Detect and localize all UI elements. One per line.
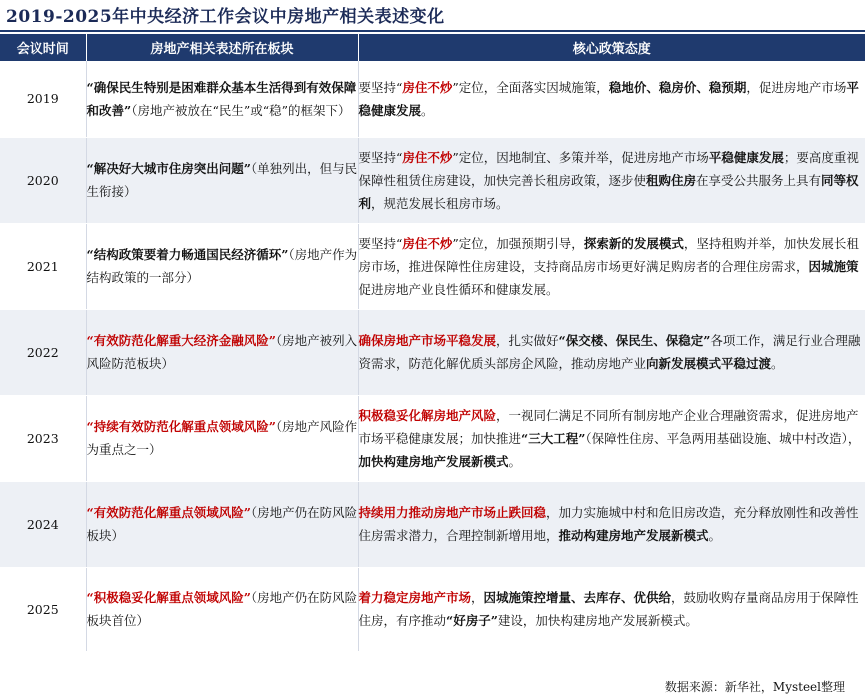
- table-row: [0, 223, 865, 309]
- emphasis-red-text: 确保房地产市场平稳发展: [358, 333, 497, 348]
- text-run: ；要高度重视保障性租赁住房建设，加快完善长租房政策，逐步使: [358, 149, 859, 188]
- meeting-year: 2019: [0, 61, 86, 137]
- text-run: ，加力实施城中村和危旧房改造，充分释放刚性和改善性住房需求潜力，合理控制新增用地，: [358, 505, 859, 543]
- text-run: （房地产被列入风险防范板块）: [86, 333, 358, 371]
- emphasis-bold-text: “保交楼、保民生、保稳定”: [558, 333, 711, 348]
- text-run: （房地产风险作为重点之一）: [86, 419, 358, 457]
- section-statement: [86, 567, 358, 651]
- table-body: [0, 61, 865, 651]
- text-run: ，鼓励收购存量商品房用于保障性住房，有序推动: [358, 590, 859, 628]
- table-header-row: [0, 34, 865, 61]
- policy-attitude: [358, 61, 865, 137]
- meeting-year: 2022: [0, 309, 86, 395]
- emphasis-bold-text: 平稳健康发展: [708, 149, 784, 165]
- emphasis-red-text: 房住不炒: [402, 79, 453, 95]
- meeting-year: 2023: [0, 395, 86, 481]
- emphasis-red-text: 着力稳定房地产市场: [358, 590, 472, 605]
- emphasis-red-text: “有效防范化解重点领域风险”: [86, 505, 251, 520]
- text-run: 要坚持“: [358, 79, 403, 95]
- document-title: 2019-2025年中央经济工作会议中房地产相关表述变化: [6, 7, 445, 27]
- text-run: 。: [708, 528, 722, 543]
- text-run: 。: [508, 453, 522, 469]
- emphasis-bold-text: “结构政策要着力畅通国民经济循环”: [86, 247, 289, 262]
- text-run: ”定位，全面落实因城施策，: [452, 79, 609, 95]
- policy-attitude: [358, 137, 865, 223]
- meeting-year: 2025: [0, 567, 86, 651]
- policy-attitude: [358, 395, 865, 481]
- emphasis-bold-text: 平稳健康发展: [358, 79, 859, 118]
- policy-attitude: [358, 481, 865, 567]
- emphasis-red-text: 房住不炒: [402, 235, 453, 251]
- table-row: [0, 61, 865, 137]
- section-statement: [86, 223, 358, 309]
- section-statement: [86, 395, 358, 481]
- text-run: 要坚持“: [358, 149, 403, 165]
- text-run: ，: [471, 590, 484, 605]
- emphasis-bold-text: 稳地价、稳房价、稳预期: [608, 79, 747, 95]
- text-run: 促进房地产业良性循环和健康发展。: [358, 281, 559, 297]
- emphasis-bold-text: “解决好大城市住房突出问题”: [86, 161, 251, 176]
- table-row: [0, 567, 865, 651]
- emphasis-red-text: 积极稳妥化解房地产风险: [358, 407, 497, 423]
- text-run: （房地产仍在防风险板块首位）: [86, 590, 358, 628]
- emphasis-bold-text: 租购住房: [646, 172, 697, 188]
- text-run: 在享受公共服务上具有: [696, 172, 822, 188]
- section-statement: [86, 481, 358, 567]
- text-run: ，坚持租购并举，加快发展长租房市场，推进保障性住房建设，支持商品房市场更好满足购房者的合理住房需求，: [358, 235, 859, 274]
- section-statement: [86, 137, 358, 223]
- data-source-note: 数据来源：新华社，Mysteel整理: [664, 680, 845, 694]
- text-run: 建设，加快构建房地产发展新模式。: [497, 613, 698, 628]
- emphasis-red-text: 房住不炒: [402, 149, 453, 165]
- emphasis-bold-text: 向新发展模式平稳过渡: [646, 356, 772, 371]
- text-run: ，一视同仁满足不同所有制房地产企业合理融资需求，促进房地产市场平稳健康发展；加快推进: [358, 407, 859, 446]
- emphasis-bold-text: 因城施策: [808, 258, 859, 274]
- text-run: 。: [771, 356, 784, 371]
- table-row: [0, 309, 865, 395]
- policy-table: [0, 34, 865, 652]
- emphasis-bold-text: “三大工程”: [521, 430, 586, 446]
- table-row: [0, 137, 865, 223]
- text-run: （单独列出，但与民生衔接）: [86, 161, 358, 199]
- text-run: ，促进房地产市场: [746, 79, 847, 95]
- meeting-year: 2020: [0, 137, 86, 223]
- section-statement: [86, 309, 358, 395]
- text-run: （房地产作为结构政策的一部分）: [86, 247, 358, 285]
- header-policy-attitude: 核心政策态度: [358, 34, 865, 61]
- emphasis-bold-text: “好房子”: [446, 613, 498, 628]
- emphasis-red-text: “有效防范化解重大经济金融风险”: [86, 333, 276, 348]
- text-run: ”定位，加强预期引导，: [452, 235, 584, 251]
- meeting-year: 2021: [0, 223, 86, 309]
- emphasis-bold-text: 探索新的发展模式: [583, 235, 684, 251]
- text-run: 各项工作，满足行业合理融资需求，防范化解优质头部房企风险，推动房地产业: [358, 333, 861, 371]
- text-run: （房地产被放在“民生”或“稳”的框架下）: [131, 102, 351, 118]
- emphasis-bold-text: 推动构建房地产发展新模式: [558, 528, 709, 543]
- text-run: （房地产仍在防风险板块）: [86, 505, 358, 543]
- title-divider: [0, 30, 865, 32]
- emphasis-bold-text: 因城施策控增量、去库存、优供给: [483, 590, 672, 605]
- policy-attitude: [358, 309, 865, 395]
- table-row: [0, 395, 865, 481]
- text-run: ，扎实做好: [496, 333, 559, 348]
- text-run: 要坚持“: [358, 235, 403, 251]
- policy-attitude: [358, 567, 865, 651]
- header-meeting-time: 会议时间: [0, 34, 86, 61]
- text-run: ”定位，因地制宜、多策并举，促进房地产市场: [452, 149, 709, 165]
- policy-attitude: [358, 223, 865, 309]
- emphasis-red-text: 持续用力推动房地产市场止跌回稳: [358, 505, 547, 520]
- text-run: （保障性住房、平急两用基础设施、城中村改造），: [585, 430, 861, 446]
- emphasis-bold-text: 同等权利: [358, 172, 859, 211]
- text-run: 。: [421, 102, 434, 118]
- emphasis-bold-text: 加快构建房地产发展新模式: [358, 453, 509, 469]
- header-section: 房地产相关表述所在板块: [86, 34, 358, 61]
- section-statement: [86, 61, 358, 137]
- emphasis-red-text: “持续有效防范化解重点领域风险”: [86, 419, 276, 434]
- text-run: ，规范发展长租房市场。: [371, 195, 509, 211]
- emphasis-bold-text: “确保民生特别是困难群众基本生活得到有效保障和改善”: [86, 79, 357, 118]
- table-row: [0, 481, 865, 567]
- meeting-year: 2024: [0, 481, 86, 567]
- emphasis-red-text: “积极稳妥化解重点领域风险”: [86, 590, 251, 605]
